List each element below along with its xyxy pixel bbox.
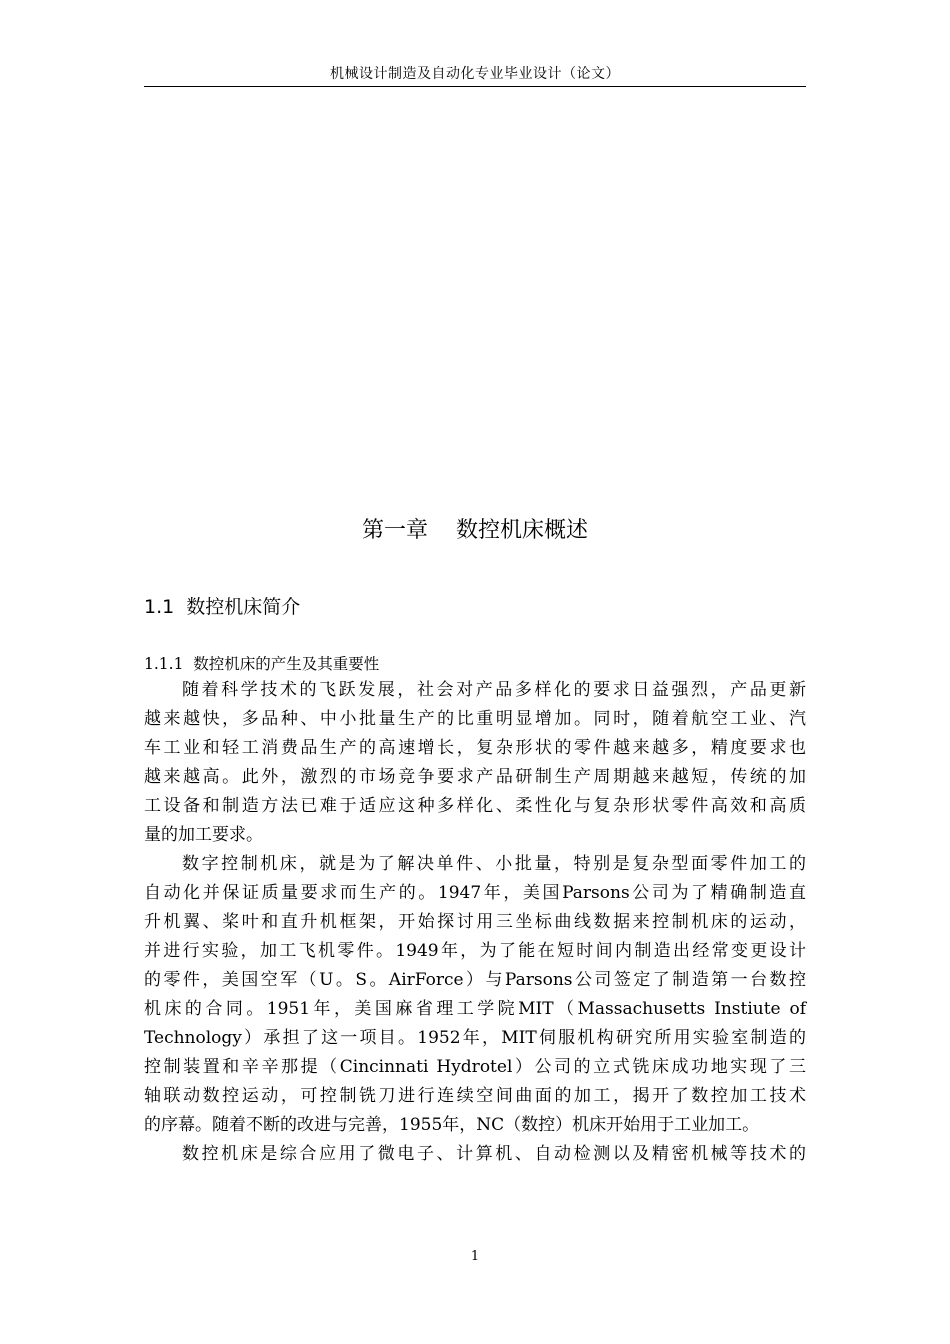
body-line: 数字控制机床，就是为了解决单件、小批量，特别是复杂型面零件加工的: [182, 854, 806, 874]
running-header: 机械设计制造及自动化专业毕业设计（论文）: [330, 66, 620, 82]
body-line: 机床的合同。1951年，美国麻省理工学院MIT（Massachusetts Instiute of: [144, 999, 806, 1019]
page-number: 1: [470, 1249, 480, 1264]
body-line: 越来越快，多品种、中小批量生产的比重明显增加。同时，随着航空工业、汽: [144, 709, 806, 729]
chapter-title: 第一章 数控机床概述: [362, 518, 588, 543]
body-line: 轴联动数控运动，可控制铣刀进行连续空间曲面的加工，揭开了数控加工技术: [144, 1086, 806, 1106]
body-line: 车工业和轻工消费品生产的高速增长，复杂形状的零件越来越多，精度要求也: [144, 738, 806, 758]
subsection-title: 1.1.1 数控机床的产生及其重要性: [144, 655, 380, 673]
body-line: 量的加工要求。: [144, 825, 263, 845]
body-line: 并进行实验，加工飞机零件。1949年，为了能在短时间内制造出经常变更设计: [144, 941, 806, 961]
body-text: [144, 676, 806, 1169]
body-line: 工设备和制造方法已难于适应这种多样化、柔性化与复杂形状零件高效和高质: [144, 796, 806, 816]
body-line: 随着科学技术的飞跃发展，社会对产品多样化的要求日益强烈，产品更新: [182, 680, 806, 700]
body-line: 越来越高。此外，激烈的市场竞争要求产品研制生产周期越来越短，传统的加: [144, 767, 806, 787]
body-line: 的序幕。随着不断的改进与完善，1955年，NC（数控）机床开始用于工业加工。: [144, 1115, 760, 1135]
body-line: 数控机床是综合应用了微电子、计算机、自动检测以及精密机械等技术的: [182, 1144, 806, 1164]
body-line: Technology）承担了这一项目。1952年，MIT伺服机构研究所用实验室制造的: [144, 1028, 806, 1048]
body-line: 控制装置和辛辛那提（Cincinnati Hydrotel）公司的立式铣床成功地实现了三: [144, 1057, 806, 1077]
body-line: 升机翼、桨叶和直升机框架，开始探讨用三坐标曲线数据来控制机床的运动，: [144, 912, 806, 932]
body-line: 的零件，美国空军（U。S。AirForce）与Parsons公司签定了制造第一台数控: [144, 970, 806, 990]
section-title: 1.1 数控机床简介: [144, 596, 301, 618]
body-line: 自动化并保证质量要求而生产的。1947年，美国Parsons公司为了精确制造直: [144, 883, 806, 903]
header-rule: [144, 86, 806, 87]
